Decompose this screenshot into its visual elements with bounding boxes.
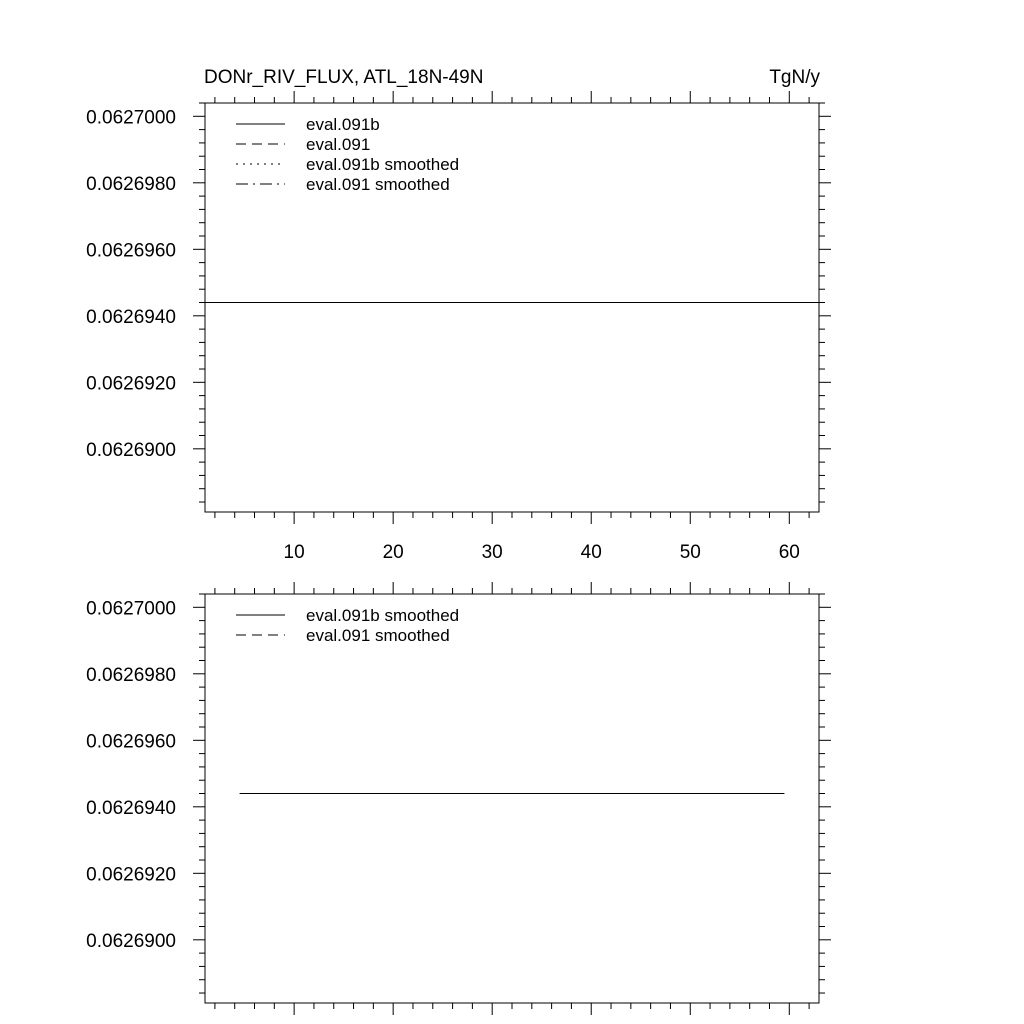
- x-tick-label: 30: [481, 542, 503, 563]
- y-tick-label: 0.0626900: [86, 930, 176, 952]
- y-tick-label: 0.0626940: [86, 306, 176, 328]
- x-tick-label: 40: [580, 542, 602, 563]
- y-tick-label: 0.0626920: [86, 864, 176, 886]
- y-tick-label: 0.0626980: [86, 664, 176, 686]
- chart-units: TgN/y: [769, 67, 820, 88]
- plot-frame: [205, 103, 819, 512]
- y-tick-labels: [86, 598, 176, 952]
- legend-label: eval.091 smoothed: [306, 175, 450, 194]
- y-tick-label: 0.0626960: [86, 731, 176, 753]
- legend: [236, 606, 459, 645]
- legend-label: eval.091: [306, 135, 371, 154]
- tick-marks: [193, 582, 831, 1015]
- tick-marks: [193, 91, 831, 524]
- y-tick-label: 0.0626920: [86, 373, 176, 395]
- bottom-panel: [86, 582, 831, 1015]
- y-tick-label: 0.0626940: [86, 797, 176, 819]
- legend: [236, 115, 459, 194]
- top-panel: [86, 67, 831, 563]
- x-tick-label: 20: [382, 542, 404, 563]
- x-tick-label: 60: [778, 542, 800, 563]
- legend-label: eval.091 smoothed: [306, 626, 450, 645]
- y-tick-label: 0.0627000: [86, 598, 176, 620]
- y-tick-label: 0.0626960: [86, 240, 176, 262]
- y-tick-label: 0.0626980: [86, 173, 176, 195]
- x-tick-labels: [284, 542, 800, 563]
- legend-label: eval.091b smoothed: [306, 606, 460, 625]
- x-tick-label: 50: [679, 542, 701, 563]
- plot-frame: [205, 594, 819, 1003]
- chart-title: DONr_RIV_FLUX, ATL_18N-49N: [204, 67, 484, 88]
- y-tick-label: 0.0626900: [86, 439, 176, 461]
- legend-label: eval.091b: [306, 115, 380, 134]
- y-tick-label: 0.0627000: [86, 107, 176, 129]
- x-tick-label: 10: [283, 542, 305, 563]
- y-tick-labels: [86, 107, 176, 461]
- legend-label: eval.091b smoothed: [306, 155, 460, 174]
